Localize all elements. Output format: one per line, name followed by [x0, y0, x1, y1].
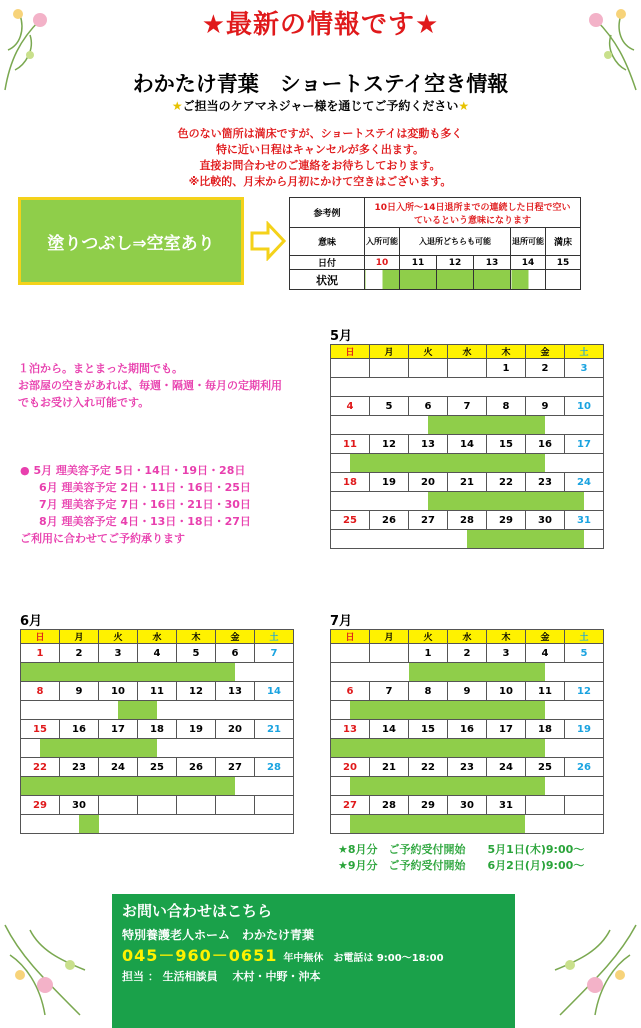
- ref-date: 14: [511, 256, 546, 270]
- week-dates-row: [21, 758, 294, 777]
- contact-staff: 担当 ： 生活相談員 木村・中野・沖本: [122, 970, 321, 983]
- date-cell: 14: [448, 435, 487, 454]
- date-cell: 5: [177, 644, 216, 663]
- date-cell: 23: [526, 473, 565, 492]
- date-cell: 21: [255, 720, 294, 739]
- star-icon: ★: [171, 99, 183, 113]
- weekday-header: 土: [565, 345, 604, 359]
- availability-track: [331, 815, 604, 834]
- date-cell: 21: [370, 758, 409, 777]
- ref-date: 13: [474, 256, 511, 270]
- weekday-header: 土: [565, 630, 604, 644]
- availability-fill: [350, 454, 544, 472]
- weekday-header: 日: [331, 630, 370, 644]
- date-cell: 8: [487, 397, 526, 416]
- star-icon: ★: [338, 843, 348, 856]
- weekday-header: 日: [331, 345, 370, 359]
- date-cell: 17: [565, 435, 604, 454]
- date-cell: 13: [216, 682, 255, 701]
- date-cell: 26: [370, 511, 409, 530]
- date-cell: 26: [177, 758, 216, 777]
- info-line: お部屋の空きがあれば、毎週・隔週・毎月の定期利用: [18, 379, 282, 392]
- banner-heading: ★最新の情報です★: [201, 10, 440, 40]
- availability-row: [21, 663, 294, 682]
- availability-row: [331, 663, 604, 682]
- date-cell: 26: [565, 758, 604, 777]
- date-cell: 9: [526, 397, 565, 416]
- date-cell: 15: [21, 720, 60, 739]
- date-cell: 24: [99, 758, 138, 777]
- ref-date-label: 日付: [290, 256, 365, 270]
- weekday-header: 土: [255, 630, 294, 644]
- calendar-july: [330, 610, 604, 834]
- weekday-header-row: [331, 345, 604, 359]
- date-cell: 13: [409, 435, 448, 454]
- date-cell: 16: [60, 720, 99, 739]
- date-cell: 29: [487, 511, 526, 530]
- availability-fill: [467, 530, 584, 548]
- availability-row: [331, 777, 604, 796]
- availability-track: [331, 454, 604, 473]
- date-cell: 30: [448, 796, 487, 815]
- weekday-header: 金: [526, 345, 565, 359]
- availability-track: [331, 663, 604, 682]
- date-cell: 2: [448, 644, 487, 663]
- notice-line: 色のない箇所は満床ですが、ショートステイは変動も多く: [177, 127, 463, 140]
- weekday-header: 日: [21, 630, 60, 644]
- date-cell: [331, 359, 370, 378]
- date-cell: [177, 796, 216, 815]
- ref-full: 満床: [546, 228, 581, 256]
- weekday-header-row: [331, 630, 604, 644]
- availability-track: [21, 739, 294, 758]
- date-cell: 25: [138, 758, 177, 777]
- date-cell: 20: [216, 720, 255, 739]
- contact-phone[interactable]: 045－960－0651: [122, 946, 278, 965]
- date-cell: 29: [409, 796, 448, 815]
- ref-discharge: 退所可能: [511, 228, 546, 256]
- availability-row: [331, 416, 604, 435]
- week-dates-row: [21, 720, 294, 739]
- ref-either: 入退所どちらも可能: [400, 228, 511, 256]
- date-cell: 9: [60, 682, 99, 701]
- calendar-title: 6月: [20, 614, 43, 629]
- date-cell: 12: [370, 435, 409, 454]
- subtitle: [0, 97, 641, 114]
- date-cell: 29: [21, 796, 60, 815]
- flourish-bottom-left: [0, 915, 90, 1024]
- salon-note: ご利用に合わせてご予約承ります: [20, 532, 185, 545]
- info-left: [18, 360, 282, 411]
- date-cell: [255, 796, 294, 815]
- week-dates-row: [331, 758, 604, 777]
- date-cell: 19: [370, 473, 409, 492]
- availability-fill: [350, 777, 544, 795]
- date-cell: 2: [526, 359, 565, 378]
- availability-track: [21, 815, 294, 834]
- availability-track: [331, 777, 604, 796]
- salon-line: 7月 理美容予定 7日・16日・21日・30日: [39, 498, 251, 511]
- date-cell: 19: [565, 720, 604, 739]
- date-cell: 5: [565, 644, 604, 663]
- ref-date: 12: [437, 256, 474, 270]
- calendar-grid: [20, 629, 294, 834]
- weekday-header: 水: [448, 345, 487, 359]
- flourish-bottom-right: [540, 915, 641, 1024]
- date-cell: [526, 796, 565, 815]
- legend-box: 塗りつぶし⇒空室あり: [18, 197, 244, 285]
- date-cell: 21: [448, 473, 487, 492]
- date-cell: [99, 796, 138, 815]
- ref-status-cell: [437, 270, 474, 290]
- date-cell: 23: [60, 758, 99, 777]
- subtitle-text: ご担当のケアマネジャー様を通じてご予約ください: [182, 99, 459, 113]
- date-cell: 11: [138, 682, 177, 701]
- date-cell: 27: [331, 796, 370, 815]
- week-dates-row: [21, 796, 294, 815]
- info-line: でもお受け入れ可能です。: [18, 396, 150, 409]
- date-cell: 14: [255, 682, 294, 701]
- ref-date: 11: [400, 256, 437, 270]
- date-cell: 24: [565, 473, 604, 492]
- contact-hours: 年中無休 お電話は 9:00～18:00: [283, 953, 444, 964]
- availability-row: [21, 739, 294, 758]
- availability-track: [331, 492, 604, 511]
- date-cell: 6: [216, 644, 255, 663]
- date-cell: 25: [526, 758, 565, 777]
- availability-track: [21, 701, 294, 720]
- booking-date: 6月2日(月)9:00～: [487, 859, 585, 872]
- date-cell: 11: [526, 682, 565, 701]
- salon-line: 6月 理美容予定 2日・11日・16日・25日: [39, 481, 251, 494]
- page-title: わかたけ青葉 ショートステイ空き情報: [132, 72, 509, 96]
- booking-info: [338, 842, 584, 874]
- date-cell: 18: [331, 473, 370, 492]
- notice-line: 特に近い日程はキャンセルが多く出ます。: [215, 143, 425, 156]
- date-cell: 10: [99, 682, 138, 701]
- ref-admit: 入所可能: [365, 228, 400, 256]
- weekday-header-row: [21, 630, 294, 644]
- date-cell: [370, 359, 409, 378]
- weekday-header: 木: [487, 630, 526, 644]
- date-cell: 22: [21, 758, 60, 777]
- ref-date: 15: [546, 256, 581, 270]
- date-cell: 3: [99, 644, 138, 663]
- availability-row: [21, 701, 294, 720]
- date-cell: 6: [331, 682, 370, 701]
- star-icon: ★: [458, 99, 470, 113]
- booking-text: 8月分 ご予約受付開始: [347, 843, 466, 856]
- availability-row: [331, 701, 604, 720]
- date-cell: 18: [526, 720, 565, 739]
- date-cell: 27: [216, 758, 255, 777]
- week-dates-row: [331, 435, 604, 454]
- ref-meaning-label: 意味: [290, 228, 365, 256]
- availability-track: [331, 416, 604, 435]
- date-cell: 12: [177, 682, 216, 701]
- date-cell: 31: [487, 796, 526, 815]
- date-cell: [565, 796, 604, 815]
- availability-fill: [350, 701, 544, 719]
- weekday-header: 火: [409, 345, 448, 359]
- availability-fill: [40, 739, 157, 757]
- weekday-header: 火: [409, 630, 448, 644]
- weekday-header: 金: [216, 630, 255, 644]
- date-cell: [216, 796, 255, 815]
- availability-row: [331, 454, 604, 473]
- date-cell: 7: [255, 644, 294, 663]
- weekday-header: 木: [487, 345, 526, 359]
- date-cell: 4: [526, 644, 565, 663]
- week-dates-row: [21, 682, 294, 701]
- date-cell: 16: [448, 720, 487, 739]
- date-cell: 22: [409, 758, 448, 777]
- date-cell: 15: [409, 720, 448, 739]
- star-icon: ★: [338, 859, 348, 872]
- calendar-grid: [330, 629, 604, 834]
- availability-row: [331, 815, 604, 834]
- availability-fill: [79, 815, 98, 833]
- availability-fill: [428, 492, 583, 510]
- booking-line: [338, 858, 584, 874]
- date-cell: 17: [487, 720, 526, 739]
- date-cell: 16: [526, 435, 565, 454]
- availability-fill: [21, 777, 235, 795]
- date-cell: 15: [487, 435, 526, 454]
- week-dates-row: [331, 397, 604, 416]
- date-cell: 27: [409, 511, 448, 530]
- date-cell: 14: [370, 720, 409, 739]
- date-cell: 3: [565, 359, 604, 378]
- notice-line: 直接お問合わせのご連絡をお待ちしております。: [199, 159, 441, 172]
- calendar-title: 5月: [330, 329, 353, 344]
- date-cell: 9: [448, 682, 487, 701]
- date-cell: 28: [370, 796, 409, 815]
- date-cell: [370, 644, 409, 663]
- date-cell: 10: [565, 397, 604, 416]
- date-cell: 7: [370, 682, 409, 701]
- ref-date: 10: [365, 256, 400, 270]
- availability-track: [331, 739, 604, 758]
- date-cell: 8: [21, 682, 60, 701]
- ref-status-cell: [474, 270, 511, 290]
- availability-row: [331, 739, 604, 758]
- date-cell: 30: [60, 796, 99, 815]
- availability-row: [21, 815, 294, 834]
- availability-row: [331, 492, 604, 511]
- date-cell: 20: [331, 758, 370, 777]
- availability-fill: [350, 815, 525, 833]
- availability-fill: [409, 663, 545, 681]
- arrow-right-icon: [250, 221, 286, 261]
- calendar-grid: [330, 344, 604, 549]
- weekday-header: 金: [526, 630, 565, 644]
- availability-row: [331, 378, 604, 397]
- date-cell: 1: [21, 644, 60, 663]
- date-cell: 28: [448, 511, 487, 530]
- availability-track: [331, 530, 604, 549]
- week-dates-row: [331, 511, 604, 530]
- date-cell: 13: [331, 720, 370, 739]
- availability-track: [331, 378, 604, 397]
- weekday-header: 木: [177, 630, 216, 644]
- info-line: １泊から。まとまった期間でも。: [18, 362, 183, 375]
- week-dates-row: [331, 359, 604, 378]
- availability-fill: [21, 663, 235, 681]
- date-cell: [448, 359, 487, 378]
- booking-date: 5月1日(木)9:00～: [487, 843, 585, 856]
- weekday-header: 火: [99, 630, 138, 644]
- ref-header-note: 10日入所～14日退所までの連続した日程で空いているという意味になります: [365, 198, 581, 228]
- date-cell: 17: [99, 720, 138, 739]
- date-cell: 3: [487, 644, 526, 663]
- date-cell: 8: [409, 682, 448, 701]
- date-cell: 30: [526, 511, 565, 530]
- booking-text: 9月分 ご予約受付開始: [347, 859, 466, 872]
- date-cell: 19: [177, 720, 216, 739]
- reference-table: [289, 197, 581, 290]
- availability-track: [21, 663, 294, 682]
- date-cell: 24: [487, 758, 526, 777]
- calendar-may: [330, 325, 604, 549]
- week-dates-row: [331, 473, 604, 492]
- calendar-june: [20, 610, 294, 834]
- availability-row: [21, 777, 294, 796]
- week-dates-row: [331, 644, 604, 663]
- date-cell: [409, 359, 448, 378]
- availability-row: [331, 530, 604, 549]
- week-dates-row: [331, 682, 604, 701]
- availability-track: [21, 777, 294, 796]
- weekday-header: 月: [370, 630, 409, 644]
- salon-schedule: [20, 462, 251, 547]
- date-cell: 20: [409, 473, 448, 492]
- week-dates-row: [21, 644, 294, 663]
- date-cell: 18: [138, 720, 177, 739]
- salon-line: 8月 理美容予定 4日・13日・18日・27日: [39, 515, 251, 528]
- ref-status-cell: [511, 270, 546, 290]
- week-dates-row: [331, 720, 604, 739]
- date-cell: 28: [255, 758, 294, 777]
- date-cell: 11: [331, 435, 370, 454]
- date-cell: 10: [487, 682, 526, 701]
- availability-track: [331, 701, 604, 720]
- date-cell: [138, 796, 177, 815]
- date-cell: 25: [331, 511, 370, 530]
- date-cell: 23: [448, 758, 487, 777]
- ref-status-cell: [365, 270, 400, 290]
- booking-line: [338, 842, 584, 858]
- date-cell: 4: [331, 397, 370, 416]
- bullet-icon: ●: [20, 464, 30, 477]
- weekday-header: 水: [138, 630, 177, 644]
- date-cell: 5: [370, 397, 409, 416]
- date-cell: [331, 644, 370, 663]
- ref-status-label: 状況: [290, 270, 365, 290]
- date-cell: 4: [138, 644, 177, 663]
- date-cell: 22: [487, 473, 526, 492]
- week-dates-row: [331, 796, 604, 815]
- date-cell: 6: [409, 397, 448, 416]
- date-cell: 7: [448, 397, 487, 416]
- date-cell: 12: [565, 682, 604, 701]
- weekday-header: 月: [370, 345, 409, 359]
- date-cell: 2: [60, 644, 99, 663]
- date-cell: 31: [565, 511, 604, 530]
- notice-line: ※比較的、月末から月初にかけて空きはございます。: [188, 175, 452, 188]
- date-cell: 1: [487, 359, 526, 378]
- contact-box: [112, 894, 515, 1028]
- availability-notice: [120, 126, 520, 190]
- contact-org: 特別養護老人ホーム わかたけ青葉: [122, 928, 315, 942]
- availability-fill: [331, 739, 545, 757]
- weekday-header: 月: [60, 630, 99, 644]
- calendar-title: 7月: [330, 614, 353, 629]
- salon-line: 5月 理美容予定 5日・14日・19日・28日: [33, 464, 246, 477]
- weekday-header: 水: [448, 630, 487, 644]
- contact-heading: お問い合わせはこちら: [122, 902, 273, 920]
- availability-fill: [428, 416, 545, 434]
- availability-fill: [118, 701, 157, 719]
- ref-status-cell: [546, 270, 581, 290]
- ref-status-cell: [400, 270, 437, 290]
- ref-header: 参考例: [290, 198, 365, 228]
- date-cell: 1: [409, 644, 448, 663]
